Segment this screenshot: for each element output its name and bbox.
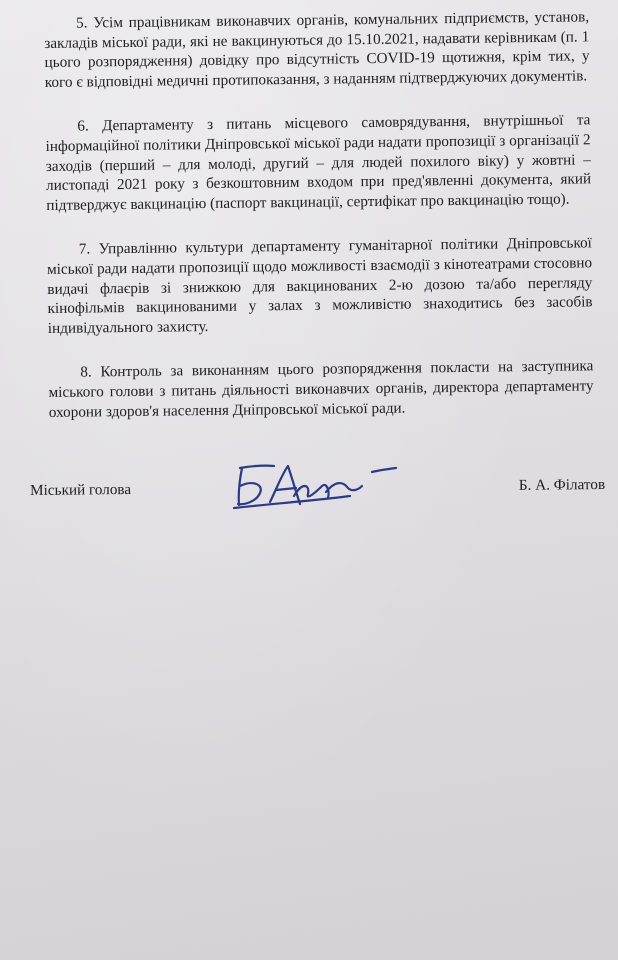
handwritten-signature <box>230 460 410 515</box>
document-body <box>44 7 594 422</box>
paragraph-8: 8. Контроль за виконанням цього розпорядження покласти на заступника міського голови з питань діяльності виконавчих органів, директора департаменту охорони здоров'я населення Дніпровської міської ради. <box>48 357 594 421</box>
signatory-name: Б. А. Філатов <box>518 475 606 494</box>
paragraph-7: 7. Управлінню культури департаменту гуманітарної політики Дніпровської міської ради надати пропозиції щодо можливості взаємодії з кінотеатрами стосовно видачі флаєрів зі знижкою для вакцинованих 2-ю дозою та/або перегляду кінофільмів вакцинованими у залах з можливістю знаходитись без засобів індивідуального захисту. <box>47 234 593 337</box>
paragraph-6: 6. Департаменту з питань місцевого самоврядування, внутрішньої та інформаційної політики Дніпровської міської ради надати пропозиції з організації 2 заходів (перший – для молоді, другий – для людей похилого віку) у жовтні – листопаді 2021 року з безкоштовним входом при пред'явленні документа, який підтверджує вакцинацію (паспорт вакцинації, сертифікат про вакцинацію тощо). <box>45 111 592 214</box>
paragraph-5: 5. Усім працівникам виконавчих органів, комунальних підприємств, установ, закладів міської ради, які не вакцинуються до 15.10.2021, надавати керівникам (п. 1 цього розпорядження) довідку про відсутність COVID-19 щотижня, крім тих, у кого є відповідні медичні протипоказання, з наданням підтверджуючих документів. <box>44 8 590 91</box>
signatory-title: Міський голова <box>30 480 132 499</box>
